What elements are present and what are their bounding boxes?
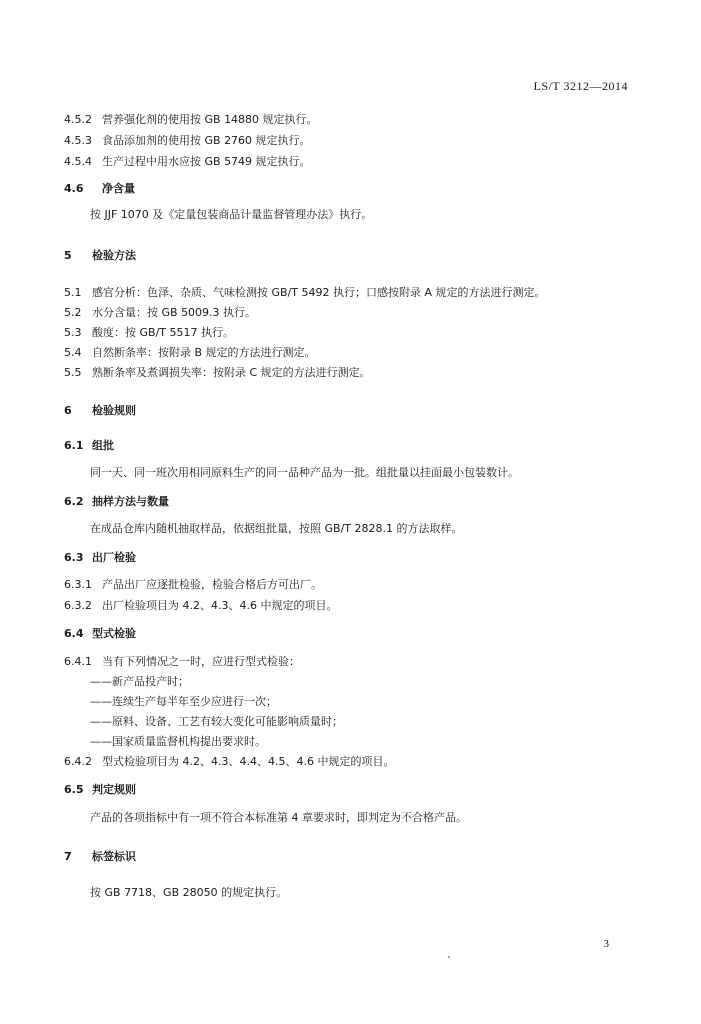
clause-5-4 [64,346,316,360]
clause-text: 型式检验项目为 4.2、4.3、4.4、4.5、4.6 中规定的项目。 [102,755,395,768]
clause-number: 5.5 [64,366,82,379]
section-6-2-heading [64,495,169,509]
clause-text: 水分含量：按 GB 5009.3 执行。 [92,306,257,319]
section-6-3-heading [64,551,136,565]
section-number: 6.4 [64,627,84,640]
section-number: 6.5 [64,783,84,796]
section-title: 检验规则 [92,404,136,417]
clause-4-5-4 [64,155,311,169]
section-6-2-body: 在成品仓库内随机抽取样品，依据组批量，按照 GB/T 2828.1 的方法取样。 [90,522,463,535]
list-item: ——国家质量监督机构提出要求时。 [90,735,266,748]
clause-number: 5.4 [64,346,82,359]
section-7-heading [64,850,136,864]
clause-text: 产品出厂应逐批检验，检验合格后方可出厂。 [102,578,322,591]
clause-text: 出厂检验项目为 4.2、4.3、4.6 中规定的项目。 [102,599,338,612]
section-title: 出厂检验 [92,551,136,564]
section-number: 6.1 [64,439,84,452]
section-number: 4.6 [64,182,84,195]
clause-6-3-1 [64,578,322,592]
clause-4-5-2 [64,113,318,127]
clause-number: 5.2 [64,306,82,319]
clause-text: 自然断条率：按附录 B 规定的方法进行测定。 [92,346,316,359]
section-number: 7 [64,850,72,863]
clause-text: 生产过程中用水应按 GB 5749 规定执行。 [102,155,311,168]
clause-5-2 [64,306,256,320]
clause-6-4-1 [64,655,300,669]
section-title: 检验方法 [92,249,136,262]
clause-number: 6.3.1 [64,578,92,591]
clause-5-3 [64,326,234,340]
list-item: ——连续生产每半年至少应进行一次； [90,695,277,708]
clause-text: 酸度：按 GB/T 5517 执行。 [92,326,234,339]
section-4-6-body: 按 JJF 1070 及《定量包装商品计量监督管理办法》执行。 [90,208,373,221]
section-title: 净含量 [102,182,135,195]
section-title: 组批 [92,439,114,452]
clause-5-5 [64,366,371,380]
clause-number: 5.1 [64,286,82,299]
list-item: ——新产品投产时； [90,675,189,688]
scan-speck [448,956,450,958]
section-6-1-body: 同一天、同一班次用相同原料生产的同一品种产品为一批。组批量以挂面最小包装数计。 [90,466,519,479]
section-title: 判定规则 [92,783,136,796]
clause-text: 感官分析：色泽、杂质、气味检测按 GB/T 5492 执行；口感按附录 A 规定的方法进行测定。 [92,286,546,299]
section-number: 6.3 [64,551,84,564]
list-item: ——原料、设备、工艺有较大变化可能影响质量时； [90,715,343,728]
section-number: 5 [64,249,72,262]
section-6-4-heading [64,627,136,641]
section-4-6-heading [64,182,135,196]
section-6-1-heading [64,439,114,453]
clause-number: 5.3 [64,326,82,339]
clause-5-1 [64,286,546,300]
clause-4-5-3 [64,134,311,148]
section-5-heading [64,249,136,263]
section-6-5-heading [64,783,136,797]
clause-number: 6.4.1 [64,655,92,668]
clause-text: 食品添加剂的使用按 GB 2760 规定执行。 [102,134,311,147]
clause-text: 营养强化剂的使用按 GB 14880 规定执行。 [102,113,318,126]
section-title: 抽样方法与数量 [92,495,169,508]
clause-6-4-2 [64,755,394,769]
clause-text: 熟断条率及煮调损失率：按附录 C 规定的方法进行测定。 [92,366,371,379]
clause-number: 4.5.4 [64,155,92,168]
clause-number: 6.3.2 [64,599,92,612]
section-7-body: 按 GB 7718、GB 28050 的规定执行。 [90,886,288,899]
clause-number: 4.5.3 [64,134,92,147]
section-title: 标签标识 [92,850,136,863]
standard-code: LS/T 3212—2014 [533,79,628,93]
clause-number: 6.4.2 [64,755,92,768]
clause-number: 4.5.2 [64,113,92,126]
section-6-5-body: 产品的各项指标中有一项不符合本标准第 4 章要求时，即判定为不合格产品。 [90,811,467,824]
clause-6-3-2 [64,599,337,613]
page-number: 3 [603,938,609,950]
clause-text: 当有下列情况之一时，应进行型式检验： [102,655,300,668]
section-title: 型式检验 [92,627,136,640]
section-6-heading [64,404,136,418]
section-number: 6 [64,404,72,417]
section-number: 6.2 [64,495,84,508]
